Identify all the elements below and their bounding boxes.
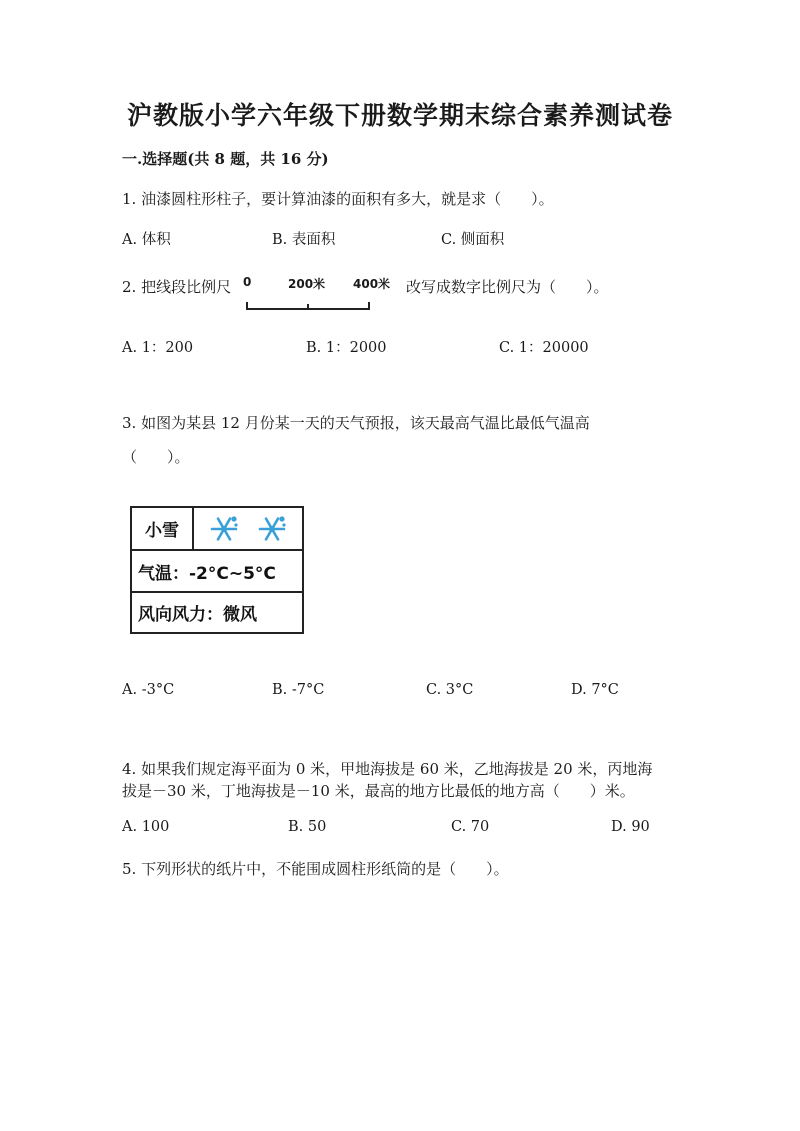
scale-label-400: 400米: [353, 277, 391, 291]
weather-row-condition: [132, 508, 302, 551]
question-4-line-1: 4. 如果我们规定海平面为 0 米，甲地海拔是 60 米，乙地海拔是 20 米，丙地海: [122, 760, 653, 778]
question-1-text: 1. 油漆圆柱形柱子，要计算油漆的面积有多大，就是求（ ）。: [122, 190, 554, 208]
q4-option-b[interactable]: B. 50: [288, 819, 327, 835]
question-3-line-2: （ ）。: [122, 448, 190, 466]
weather-forecast-card: [130, 506, 304, 634]
q2-option-c[interactable]: C. 1：20000: [499, 340, 589, 356]
weather-row-temperature: 气温：-2°C~5°C: [132, 551, 302, 593]
question-4-line-2: 拔是－30 米，丁地海拔是－10 米，最高的地方比最低的地方高（ ）米。: [122, 782, 635, 800]
q2-option-b[interactable]: B. 1：2000: [306, 340, 387, 356]
scale-label-200: 200米: [288, 277, 326, 291]
question-2-text-before: 2. 把线段比例尺: [122, 278, 232, 296]
q3-option-d[interactable]: D. 7°C: [571, 682, 619, 698]
q3-option-a[interactable]: A. -3°C: [122, 682, 175, 698]
section-heading: 一.选择题(共 8 题，共 16 分): [122, 150, 329, 168]
question-3-line-1: 3. 如图为某县 12 月份某一天的天气预报，该天最高气温比最低气温高: [122, 414, 590, 432]
scale-bar: [240, 290, 400, 314]
scale-label-0: 0: [243, 275, 252, 289]
q4-option-c[interactable]: C. 70: [451, 819, 490, 835]
q4-option-d[interactable]: D. 90: [611, 819, 650, 835]
weather-row-wind: 风向风力：微风: [138, 605, 257, 625]
q2-option-a[interactable]: A. 1：200: [122, 340, 194, 356]
snowflake-icon: [256, 513, 288, 545]
question-2-text-after: 改写成数字比例尺为（ ）。: [406, 278, 609, 296]
snowflake-icon: [208, 513, 240, 545]
q3-option-b[interactable]: B. -7°C: [272, 682, 325, 698]
q1-option-b[interactable]: B. 表面积: [272, 232, 336, 248]
q4-option-a[interactable]: A. 100: [122, 819, 170, 835]
q1-option-c[interactable]: C. 侧面积: [441, 232, 505, 248]
q1-option-a[interactable]: A. 体积: [122, 232, 171, 248]
weather-condition-label: 小雪: [132, 508, 194, 549]
line-scale: [240, 274, 400, 314]
page-title: 沪教版小学六年级下册数学期末综合素养测试卷: [126, 101, 673, 130]
q3-option-c[interactable]: C. 3°C: [426, 682, 474, 698]
question-5-text: 5. 下列形状的纸片中，不能围成圆柱形纸筒的是（ ）。: [122, 860, 509, 878]
